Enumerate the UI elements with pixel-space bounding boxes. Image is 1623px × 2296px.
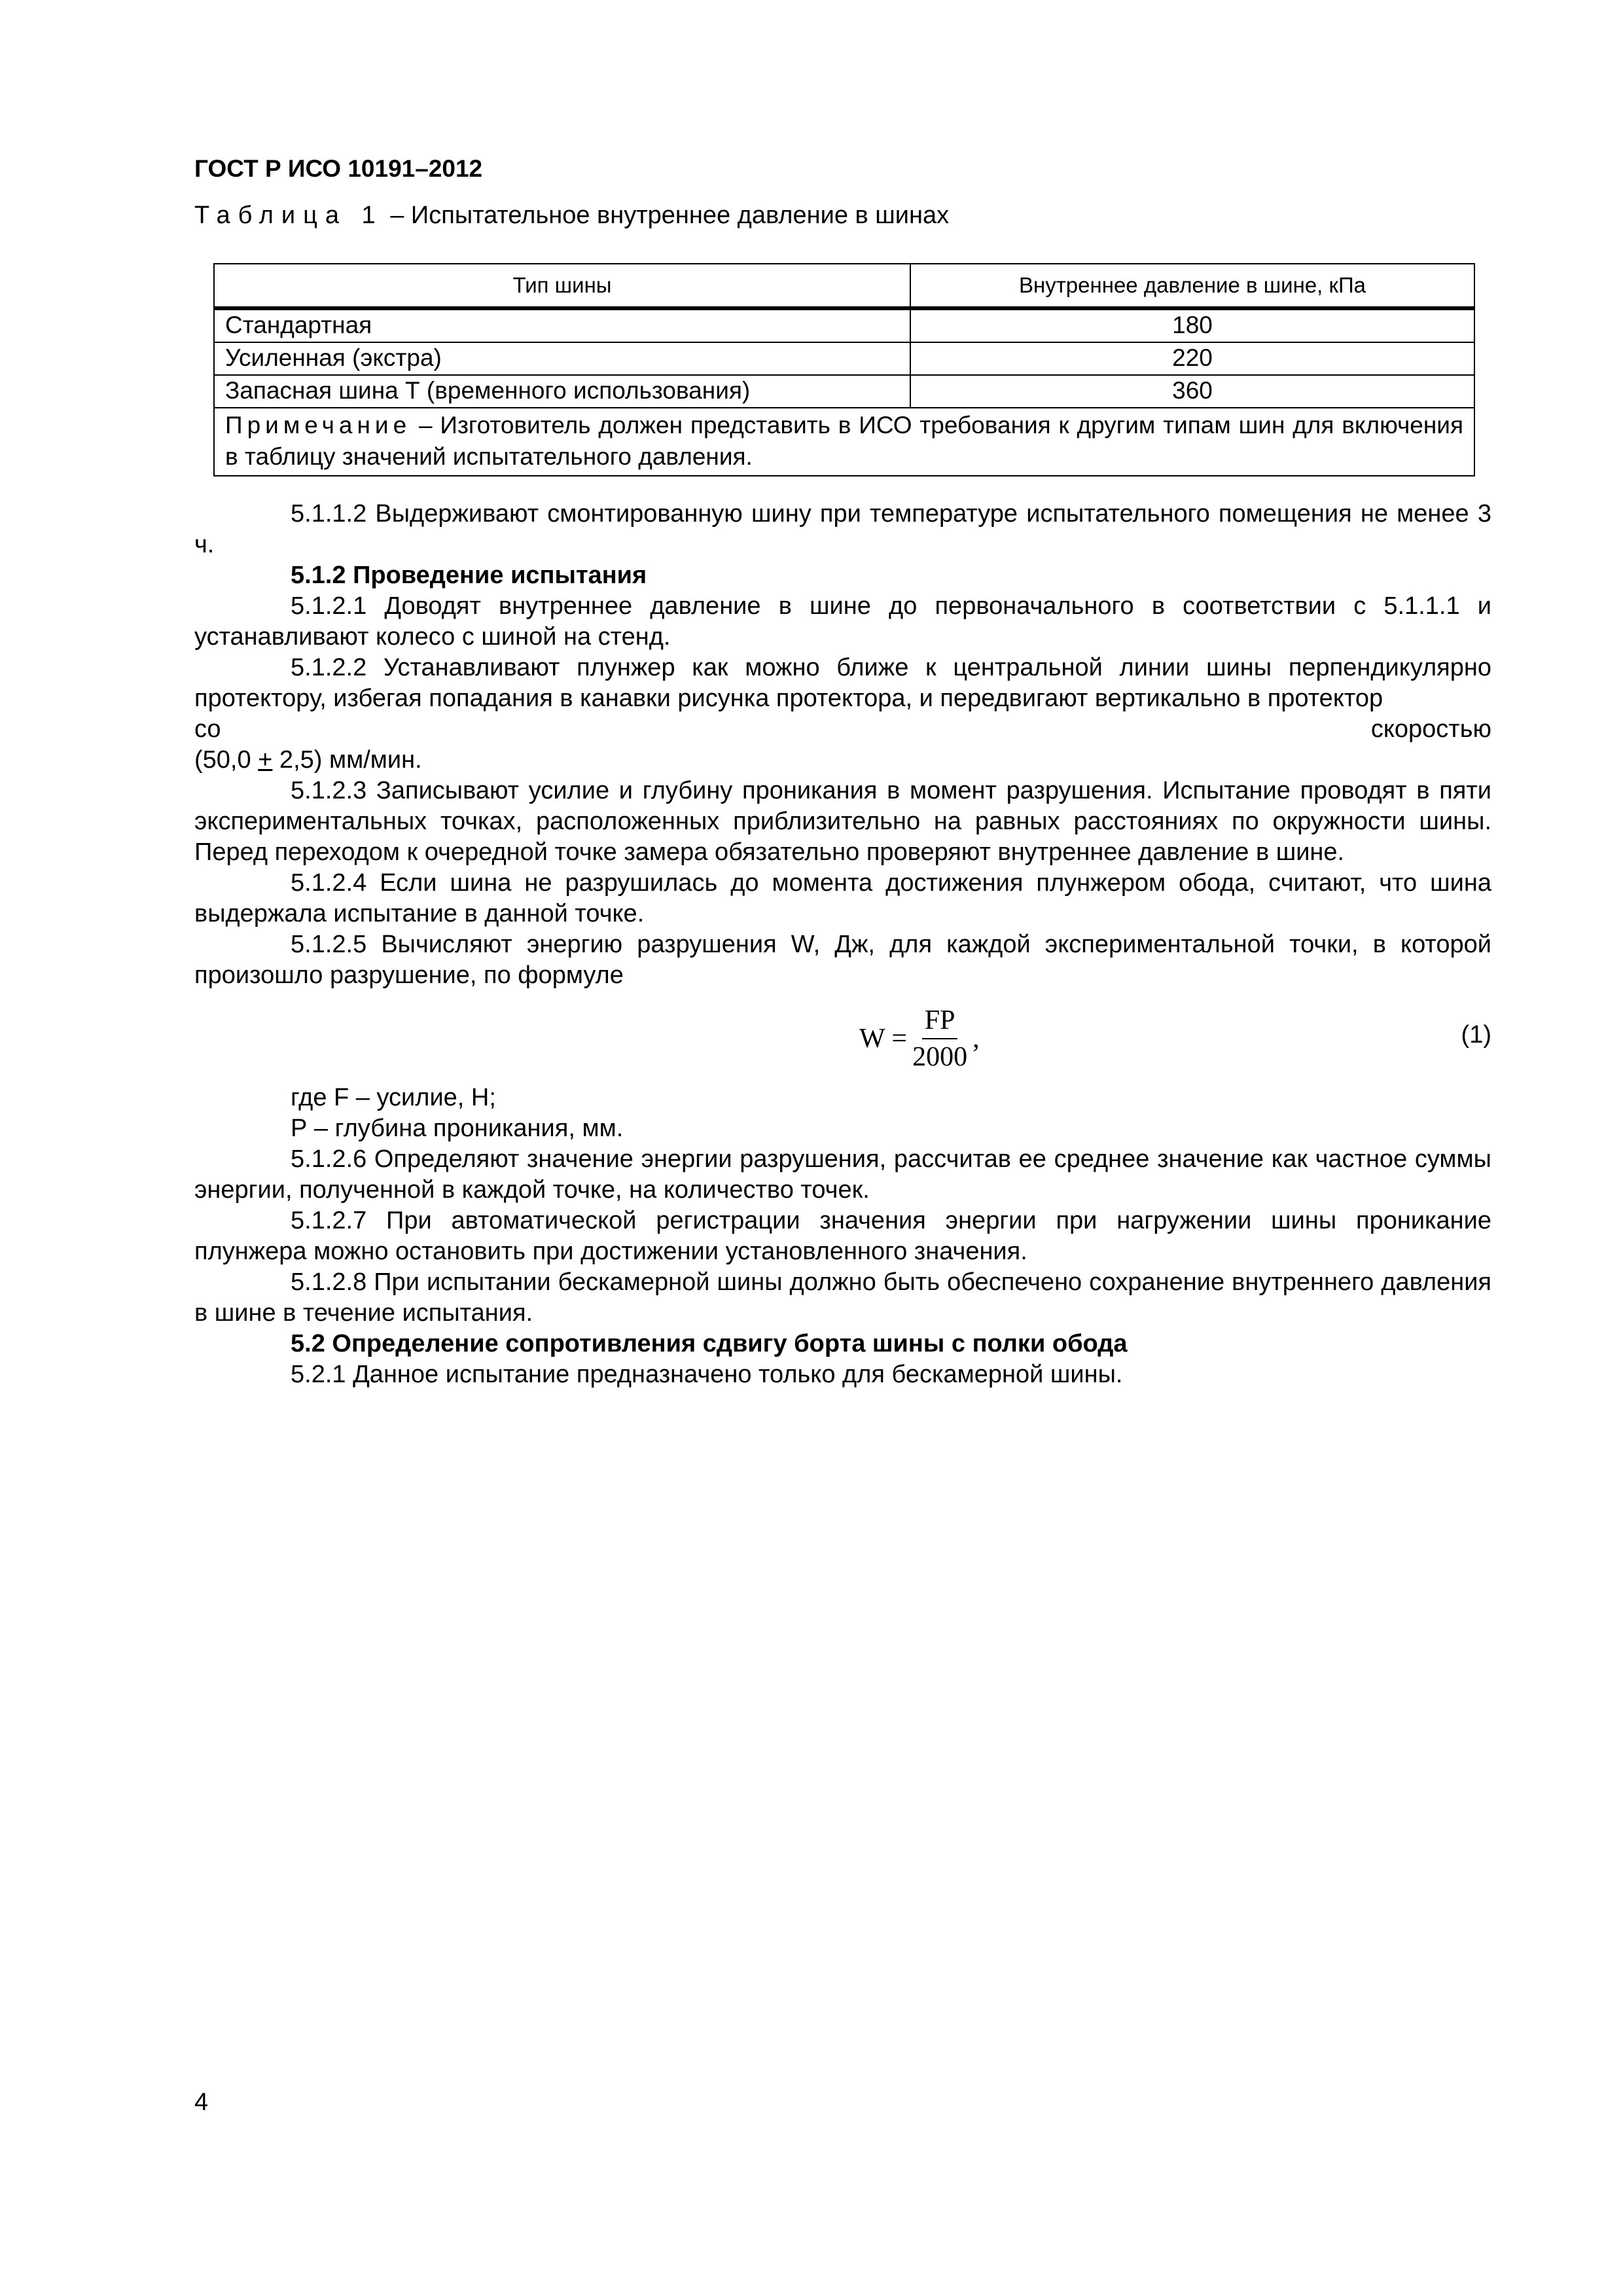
table-caption-label: Таблица 1	[194, 202, 383, 229]
section-heading-5-1-2: 5.1.2 Проведение испытания	[291, 562, 647, 589]
formula-denominator: 2000	[912, 1042, 968, 1072]
formula-block	[194, 991, 1491, 1083]
clause-5-1-2-3: 5.1.2.3 Записывают усилие и глубину проникания в момент разрушения. Испытание проводят в пяти экспериментальных точках, расположенных приблизительно на равных расстояниях по окружности шины. Перед переходом к очередной точке замера обязательно проверяют внутреннее давление в шине.	[194, 777, 1491, 866]
page-number: 4	[194, 2089, 209, 2116]
clause-5-1-2-1: 5.1.2.1 Доводят внутреннее давление в шине до первоначального в соответствии с 5.1.1.1 и устанавливают колесо с шиной на стенд.	[194, 592, 1491, 651]
table-note	[214, 408, 1474, 476]
pressure-cell: 220	[910, 342, 1474, 375]
column-header-tire-type: Тип шины	[214, 264, 910, 308]
table-row	[214, 308, 1474, 342]
section-heading-5-2: 5.2 Определение сопротивления сдвигу борта шины с полки обода	[291, 1330, 1128, 1357]
table-caption-text: – Испытательное внутреннее давление в шинах	[383, 202, 950, 229]
speed-value-start: (50,0	[194, 746, 259, 774]
pressure-cell: 360	[910, 375, 1474, 408]
document-code: ГОСТ Р ИСО 10191–2012	[194, 155, 483, 182]
formula-legend-force: где F – усилие, Н;	[291, 1084, 496, 1111]
document-page	[194, 0, 1491, 2296]
note-text: – Изготовитель должен представить в ИСО требования к другим типам шин для включения в таблицу значений испытательного давления.	[225, 412, 1463, 470]
pressure-cell: 180	[910, 308, 1474, 342]
clause-5-1-2-7: 5.1.2.7 При автоматической регистрации значения энергии при нагружении шины проникание плунжера можно остановить при достижении установленного значения.	[194, 1207, 1491, 1265]
table-note-row	[214, 408, 1474, 476]
tire-type-cell: Запасная шина Т (временного использования)	[214, 375, 910, 408]
formula-lhs: W =	[859, 1023, 908, 1054]
formula-number: (1)	[1461, 1021, 1491, 1049]
table-caption	[194, 200, 949, 230]
tire-type-cell: Усиленная (экстра)	[214, 342, 910, 375]
clause-5-1-2-2-continuation	[194, 714, 1491, 745]
table-row	[214, 342, 1474, 375]
formula-comma: ,	[972, 1023, 980, 1054]
formula-legend-depth: Р – глубина проникания, мм.	[291, 1115, 624, 1142]
speed-value	[194, 745, 1491, 776]
document-body	[194, 499, 1491, 1390]
clause-5-1-2-6: 5.1.2.6 Определяют значение энергии разрушения, рассчитав ее среднее значение как частное суммы энергии, полученной в каждой точке, на количество точек.	[194, 1145, 1491, 1204]
clause-5-1-2-5: 5.1.2.5 Вычисляют энергию разрушения W, Дж, для каждой экспериментальной точки, в которой произошло разрушение, по формуле	[194, 931, 1491, 989]
clause-5-1-2-2: 5.1.2.2 Устанавливают плунжер как можно ближе к центральной линии шины перпендикулярно протектору, избегая попадания в канавки рисунка протектора, и передвигают вертикально в протектор	[194, 654, 1491, 712]
clause-5-1-1-2: 5.1.1.2 Выдерживают смонтированную шину при температуре испытательного помещения не менее 3 ч.	[194, 500, 1491, 558]
energy-formula	[859, 1004, 980, 1073]
clause-5-2-1: 5.2.1 Данное испытание предназначено только для бескамерной шины.	[291, 1361, 1123, 1388]
clause-5-1-2-4: 5.1.2.4 Если шина не разрушилась до момента достижения плунжером обода, считают, что шина выдержала испытание в данной точке.	[194, 869, 1491, 927]
formula-fraction	[912, 1004, 967, 1073]
table-row	[214, 375, 1474, 408]
table-header-row	[214, 264, 1474, 308]
continuation-left: со	[194, 715, 221, 743]
clause-5-1-2-8: 5.1.2.8 При испытании бескамерной шины должно быть обеспечено сохранение внутреннего давления в шине в течение испытания.	[194, 1268, 1491, 1327]
tire-type-cell: Стандартная	[214, 308, 910, 342]
continuation-right: скоростью	[1370, 715, 1491, 743]
pressure-table	[213, 263, 1475, 476]
column-header-pressure: Внутреннее давление в шине, кПа	[910, 264, 1474, 308]
speed-value-end: 2,5) мм/мин.	[272, 746, 422, 774]
note-label: Примечание	[225, 412, 412, 439]
plus-minus-sign: +	[258, 746, 273, 774]
formula-numerator: FP	[922, 1004, 958, 1039]
